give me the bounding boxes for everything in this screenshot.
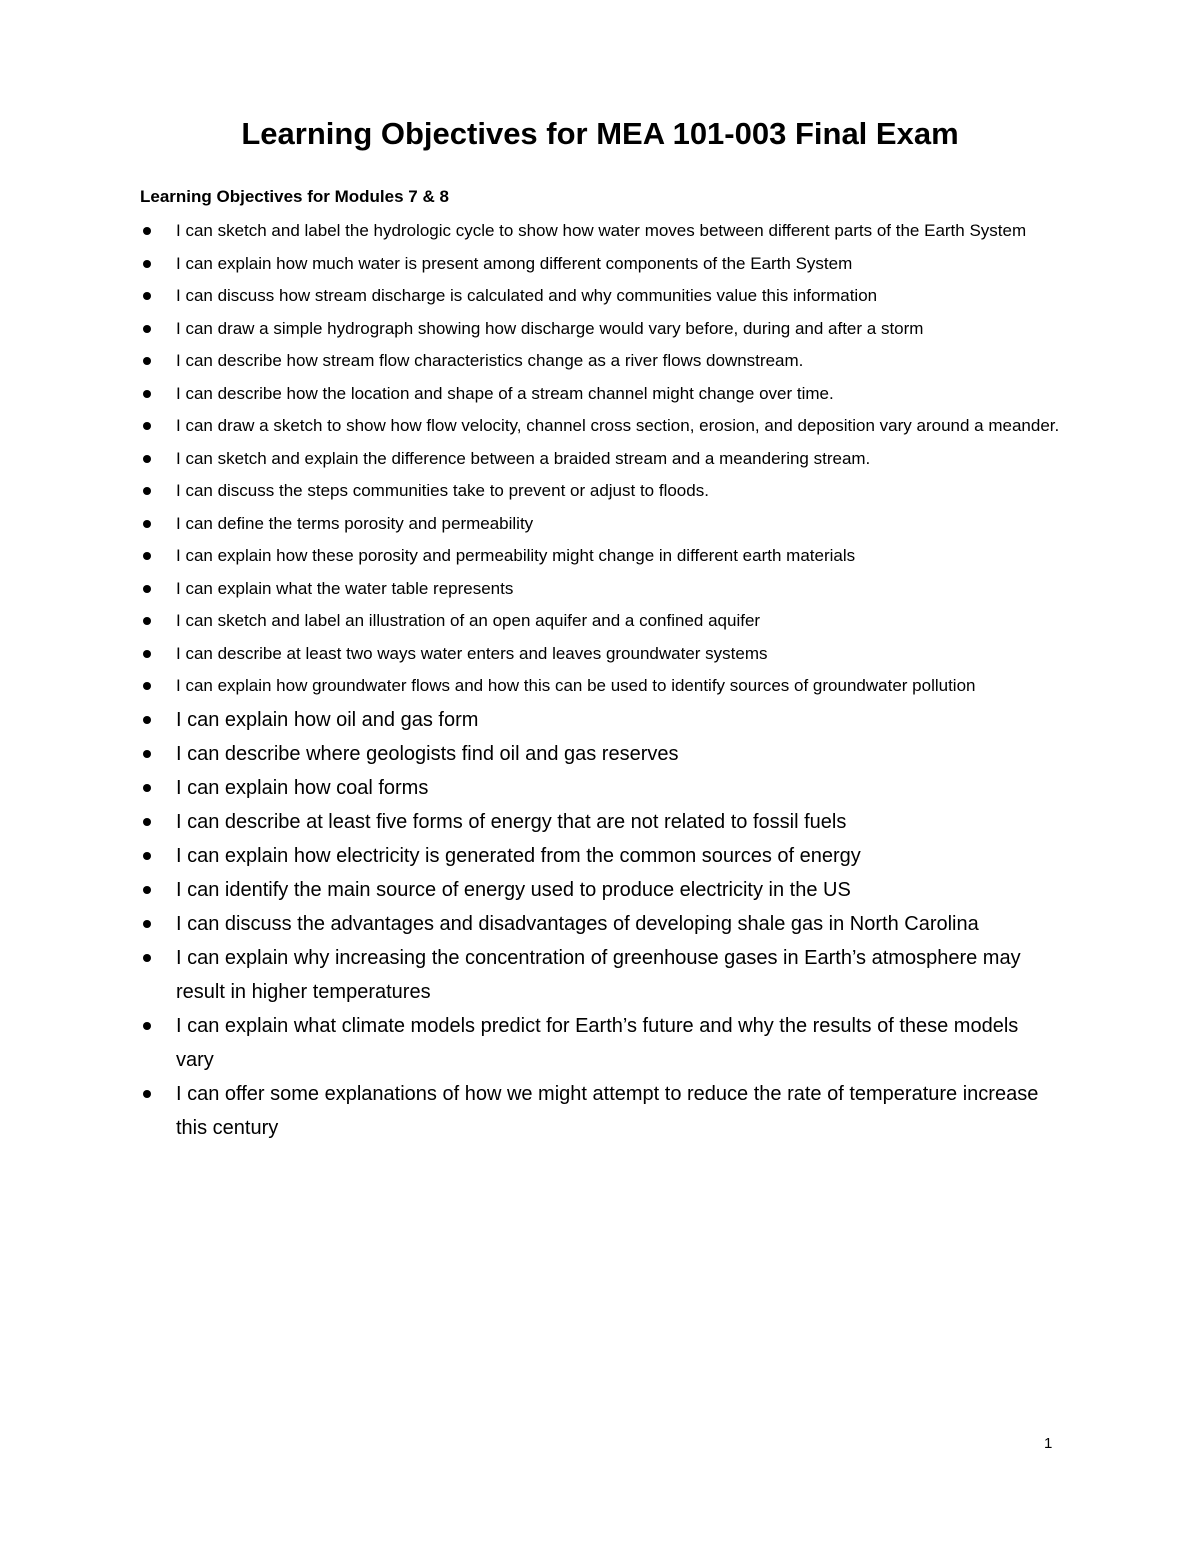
objective-item [140,638,1060,671]
objective-item [140,378,1060,411]
objective-item [140,280,1060,313]
bullet-icon [143,292,151,300]
objective-text: I can draw a simple hydrograph showing how discharge would vary before, during and after a storm [176,318,924,338]
objective-item [140,907,1060,941]
objective-text: I can describe at least two ways water enters and leaves groundwater systems [176,643,768,663]
objective-text: I can explain why increasing the concentration of greenhouse gases in Earth’s atmosphere may result in higher temperatures [176,946,1021,1003]
objective-text: I can explain what climate models predict for Earth’s future and why the results of these models vary [176,1014,1019,1071]
bullet-icon [143,325,151,333]
objective-item [140,410,1060,443]
bullet-icon [143,520,151,528]
objective-item [140,475,1060,508]
bullet-icon [143,260,151,268]
objective-text: I can explain what the water table represents [176,578,514,598]
objective-item [140,443,1060,476]
page-number: 1 [1044,1435,1053,1452]
objective-item [140,873,1060,907]
bullet-icon [143,487,151,495]
objective-text: I can describe where geologists find oil and gas reserves [176,742,679,765]
bullet-icon [143,716,151,724]
objective-text: I can explain how oil and gas form [176,708,479,731]
objective-item [140,215,1060,248]
objective-text: I can sketch and label an illustration of an open aquifer and a confined aquifer [176,611,761,630]
bullet-icon [143,357,151,365]
bullet-icon [143,422,151,430]
bullet-icon [143,920,151,928]
objective-item [140,941,1060,1009]
objective-text: I can offer some explanations of how we might attempt to reduce the rate of temperature increase this century [176,1082,1039,1139]
bullet-icon [143,784,151,792]
bullet-icon [143,585,151,593]
objective-text: I can discuss how stream discharge is calculated and why communities value this information [176,286,878,305]
bullet-icon [143,227,151,235]
objective-item [140,540,1060,573]
bullet-icon [143,954,151,962]
objective-text: I can explain how groundwater flows and how this can be used to identify sources of groundwater pollution [176,676,976,695]
objective-item [140,1009,1060,1077]
objective-text: I can define the terms porosity and permeability [176,513,534,533]
objective-item [140,839,1060,873]
objective-item [140,670,1060,703]
bullet-icon [143,852,151,860]
objective-text: I can draw a sketch to show how flow velocity, channel cross section, erosion, and deposition vary around a meander. [176,416,1060,435]
objective-text: I can discuss the steps communities take to prevent or adjust to floods. [176,481,709,500]
objective-item [140,605,1060,638]
objective-item [140,313,1060,346]
objective-text: I can sketch and label the hydrologic cycle to show how water moves between different parts of the Earth System [176,221,1027,240]
bullet-icon [143,886,151,894]
objective-item [140,1077,1060,1145]
objective-item [140,345,1060,378]
objective-text: I can discuss the advantages and disadvantages of developing shale gas in North Carolina [176,912,979,935]
bullet-icon [143,682,151,690]
bullet-icon [143,552,151,560]
objective-item [140,248,1060,281]
bullet-icon [143,617,151,625]
bullet-icon [143,455,151,463]
objective-text: I can explain how much water is present among different components of the Earth System [176,253,853,273]
bullet-icon [143,1090,151,1098]
bullet-icon [143,650,151,658]
document-title: Learning Objectives for MEA 101-003 Final Exam [241,116,959,151]
objective-text: I can explain how these porosity and permeability might change in different earth materials [176,546,856,565]
bullet-icon [143,750,151,758]
objective-item [140,771,1060,805]
bullet-icon [143,1022,151,1030]
bullet-icon [143,390,151,398]
objective-item [140,573,1060,606]
objective-text: I can explain how electricity is generated from the common sources of energy [176,844,861,867]
objective-text: I can explain how coal forms [176,776,429,799]
objective-text: I can sketch and explain the difference between a braided stream and a meandering stream. [176,448,871,468]
objective-text: I can identify the main source of energy used to produce electricity in the US [176,878,851,901]
objective-text: I can describe at least five forms of energy that are not related to fossil fuels [176,810,847,833]
objective-item [140,703,1060,737]
section-heading: Learning Objectives for Modules 7 & 8 [140,187,449,206]
objective-text: I can describe how the location and shape of a stream channel might change over time. [176,383,834,403]
objective-item [140,805,1060,839]
objectives-list [140,215,1060,1145]
objective-item [140,737,1060,771]
objective-text: I can describe how stream flow characteristics change as a river flows downstream. [176,351,804,370]
bullet-icon [143,818,151,826]
objective-item [140,508,1060,541]
